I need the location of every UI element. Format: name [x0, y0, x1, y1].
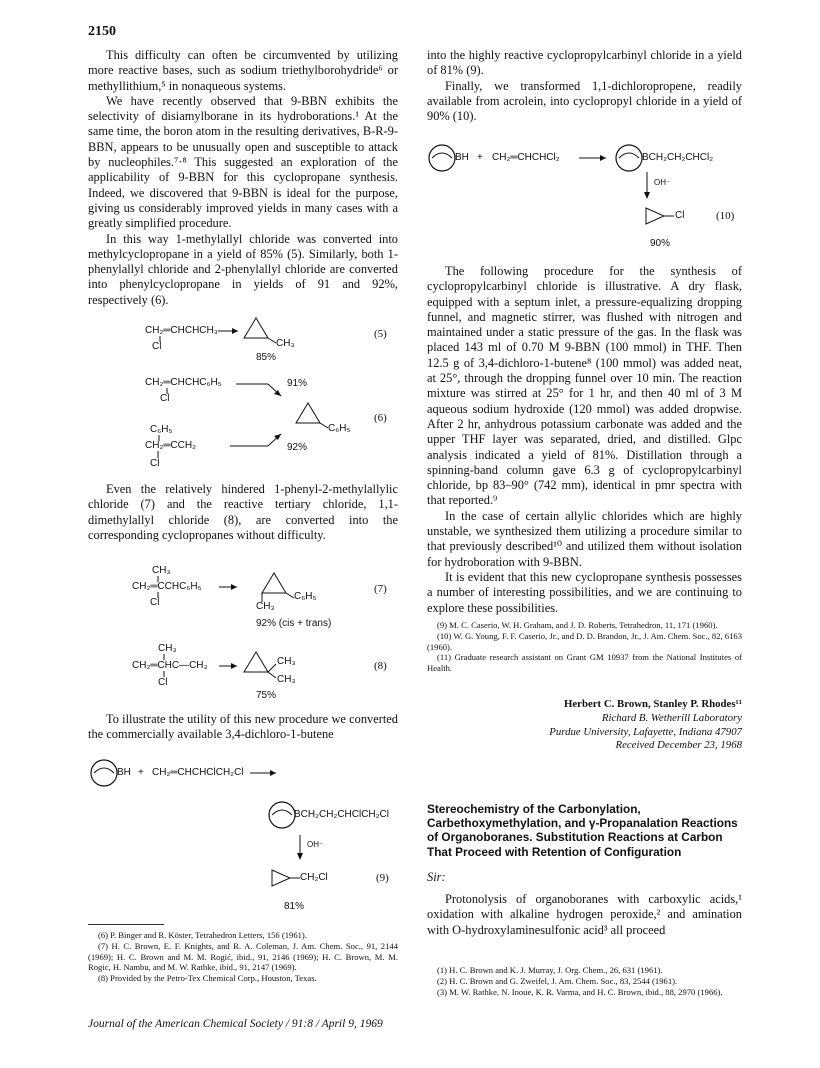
footnote: (2) H. C. Brown and G. Zweifel, J. Am. Chem. Soc., 83, 2544 (1961).	[437, 975, 678, 986]
scheme-product: Cl	[675, 210, 685, 221]
paragraph: This difficulty can often be circumvented by utilizing more reactive bases, such as sodium triethylborohydride⁶ or methyllithium,⁵ in nonaqueous systems.	[88, 48, 398, 93]
scheme-reactant: CH₂═CHCHC₆H₅	[145, 377, 222, 388]
paragraph: into the highly reactive cyclopropylcarbinyl chloride in a yield of 81% (9).	[427, 48, 742, 78]
scheme-reagent: OH⁻	[307, 840, 324, 849]
paragraph: Even the relatively hindered 1-phenyl-2-methylallylic chloride (7) and the reactive tertiary chloride, 1,1-dimethylallyl chloride (8), are converted into the corresponding cyclopropanes without difficulty.	[88, 482, 398, 542]
right-footnotes-2	[427, 965, 742, 997]
footnote: (3) M. W. Rathke, N. Inoue, K. R. Varma, and H. C. Brown, ibid., 88, 2970 (1966).	[437, 986, 723, 997]
scheme-yield: 91%	[287, 378, 308, 389]
scheme-plus: +	[138, 767, 144, 778]
scheme-methyl: CH₃	[158, 643, 177, 654]
scheme-chloride: Cl	[160, 393, 170, 404]
scheme-chloride: Cl	[150, 597, 160, 608]
paragraph: In this way 1-methylallyl chloride was converted into methylcyclopropane in a yield of 85% (5). Similarly, both 1-phenylallyl chloride and 2-phenylallyl chloride are converted into phenylcyclopropane in yields of 91 and 92%, respectively (6).	[88, 231, 398, 307]
equation-number: (10)	[716, 210, 735, 222]
footnote: (10) W. G. Young, F. F. Caserio, Jr., and D. D. Brandon, Jr., J. Am. Chem. Soc., 82, 6163 (1960).	[427, 630, 742, 652]
journal-footer: Journal of the American Chemical Society / 91:8 / April 9, 1969	[88, 1018, 383, 1030]
scheme-plus: +	[477, 152, 483, 163]
equation-number: (5)	[374, 328, 387, 340]
scheme-borane: BH	[455, 152, 469, 163]
scheme-yield: 92%	[287, 442, 308, 453]
scheme-substituent: C₆H₅	[328, 423, 351, 434]
signature-authors: Herbert C. Brown, Stanley P. Rhodes¹¹	[563, 698, 742, 710]
scheme-product: CH₂Cl	[300, 872, 328, 883]
right-text-block-2	[427, 264, 742, 616]
scheme-methyl: CH₃	[152, 565, 171, 576]
scheme-chloride: Cl	[158, 677, 168, 688]
scheme-reactant: CH₂═CCHC₆H₅	[132, 581, 202, 592]
paragraph: The following procedure for the synthesis of cyclopropylcarbinyl chloride is illustrative. A dry flask, equipped with a septum inlet, a pressure-equalizing dropping funnel, and magnetic stirrer, was flushed with nitrogen and maintained under a static pressure of the gas. In the flask was placed 143 ml of 0.70 M 9-BBN (100 mmol) in THF. Then 12.5 g of 3,4-dichloro-1-butene⁸ (100 mmol) was added neat, at 25°, through the dropping funnel over 10 min. The reaction mixture was stirred at 25° for 1 hr, and then 40 ml of 3 M aqueous sodium hydroxide (120 mmol) was added dropwise. After 2 hr, anhydrous potassium carbonate was added and the upper THF layer was separated, dried, and distilled. Glpc analysis indicated a yield of 81%. Distillation through a spinning-band column gave 6.3 g of cyclopropylcarbinyl chloride, bp 83–90° (742 mm), identical in pmr spectra with that reported.⁹	[427, 264, 742, 508]
scheme-reagent: OH⁻	[654, 178, 671, 187]
scheme-intermediate: BCH₂CH₂CHCl₂	[642, 152, 714, 163]
scheme-substituent: CH₃	[276, 338, 295, 349]
scheme-intermediate: BCH₂CH₂CHClCH₂Cl	[294, 809, 389, 820]
footnote: (6) P. Binger and R. Köster, Tetrahedron Letters, 156 (1961).	[98, 930, 307, 940]
signature-lab: Richard B. Wetherill Laboratory	[601, 711, 742, 724]
equation-number: (6)	[374, 412, 387, 424]
footnote: (7) H. C. Brown, E. F. Knights, and R. A. Coleman, J. Am. Chem. Soc., 91, 2144 (1969); H. C. Brown and M. M. Rogić, ibid., 91, 2146 (1969); H. C. Brown, M. M. Rogic, H. Nambu, and M. W. Rathke, ibid., 91, 2147 (1969).	[88, 940, 398, 973]
scheme-reactant: CH₂═CHCHClCH₂Cl	[152, 767, 244, 778]
scheme-substituent: C₆H₅	[294, 591, 317, 602]
article-title: Stereochemistry of the Carbonylation, Carbethoxymethylation, and γ-Propanalation Reactions of Organoboranes. Substitution Reactions at Carbon That Proceed with Retention of Configuration	[427, 802, 738, 859]
right-footnotes	[427, 620, 742, 674]
scheme-reactant: CH₂═CCH₂	[145, 440, 196, 451]
scheme-phenyl: C₆H₅	[150, 424, 173, 435]
footnote: (8) Provided by the Petro-Tex Chemical Corp., Houston, Texas.	[98, 973, 317, 984]
scheme-chloride: Cl	[152, 341, 162, 352]
scheme-yield: 81%	[284, 901, 305, 912]
scheme-substituent: CH₃	[277, 674, 296, 685]
scheme-yield: 75%	[256, 690, 277, 701]
scheme-reactant: CH₂═CHCHCl₂	[492, 152, 560, 163]
footnote: (1) H. C. Brown and K. J. Murray, J. Org. Chem., 26, 631 (1961).	[437, 965, 663, 975]
paragraph: We have recently observed that 9-BBN exhibits the selectivity of disiamylborane in its hydroborations.¹ At the same time, the boron atom in the resulting derivatives, B-R-9-BBN, appears to be unusually open and susceptible to attack by nucleophiles.⁷·⁸ This suggested an exploration of the applicability of 9-BBN for this cyclopropane synthesis. Indeed, we discovered that 9-BBN is ideal for the purpose, giving us considerably improved yields in many cases with a greatly simplified procedure.	[88, 93, 398, 231]
scheme-chloride: Cl	[150, 458, 160, 469]
footnote: (9) M. C. Caserio, W. H. Graham, and J. D. Roberts, Tetrahedron, 11, 171 (1960).	[437, 620, 718, 630]
salutation: Sir:	[427, 869, 446, 884]
next-article	[427, 802, 742, 938]
paragraph: To illustrate the utility of this new procedure we converted the commercially available 3,4-dichloro-1-butene	[88, 712, 398, 742]
scheme-substituent: CH₃	[277, 656, 296, 667]
equation-number: (7)	[374, 583, 387, 595]
paragraph: In the case of certain allylic chlorides which are highly unstable, we synthesized them utilizing a procedure similar to that previously described¹⁰ and utilized them without isolation for hydroboration with 9-BBN.	[427, 508, 742, 569]
paragraph: It is evident that this new cyclopropane synthesis possesses a number of interesting possibilities, and we are continuing to explore these possibilities.	[427, 569, 742, 615]
equation-number: (8)	[374, 660, 387, 672]
scheme-yield: 92% (cis + trans)	[256, 618, 332, 629]
scheme-borane: BH	[117, 767, 131, 778]
page-number: 2150	[88, 24, 116, 39]
signature-block	[427, 698, 742, 753]
equation-number: (9)	[376, 872, 389, 884]
signature-received: Received December 23, 1968	[615, 739, 742, 752]
scheme-reactant: CH₂═CHCHCH₃	[145, 325, 218, 336]
paragraph: Finally, we transformed 1,1-dichloropropene, readily available from acrolein, into cyclopropyl chloride in a yield of 90% (10).	[427, 78, 742, 124]
scheme-yield: 90%	[650, 238, 671, 249]
scheme-substituent: CH₃	[256, 601, 275, 612]
footnote: (11) Graduate research assistant on Grant GM 10937 from the National Institutes of Health.	[427, 652, 742, 674]
scheme-yield: 85%	[256, 352, 277, 363]
paragraph: Protonolysis of organoboranes with carboxylic acids,¹ oxidation with alkaline hydrogen peroxide,² and amination with O-hydroxylaminesulfonic acid³ all proceed	[427, 892, 742, 937]
signature-university: Purdue University, Lafayette, Indiana 47907	[549, 725, 742, 738]
scheme-reactant: CH₂═CHC—CH₃	[132, 660, 208, 671]
